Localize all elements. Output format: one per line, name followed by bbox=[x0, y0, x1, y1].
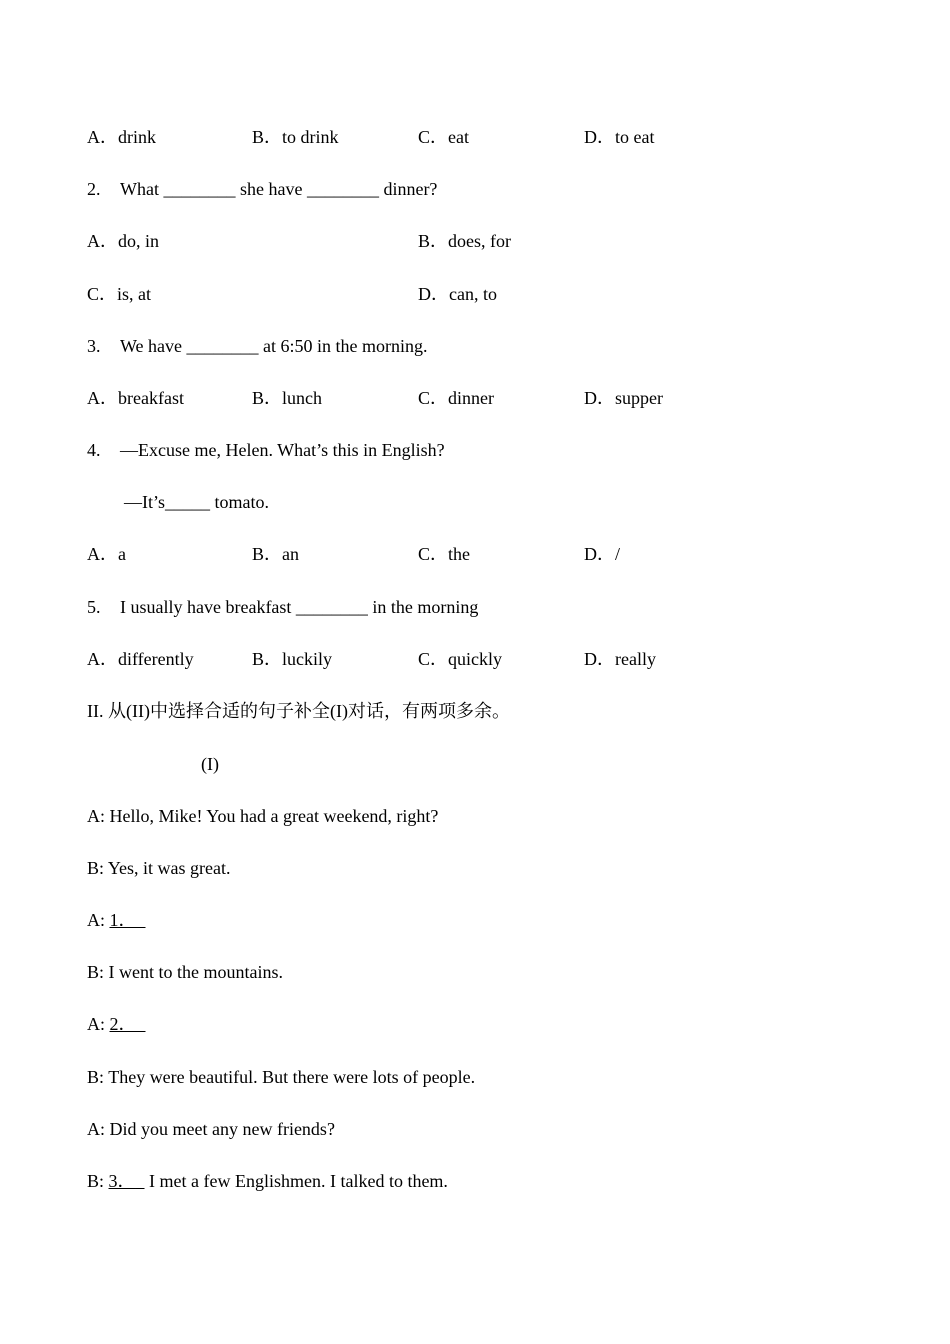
answer-blank-1[interactable]: 1． bbox=[109, 910, 137, 930]
dialog-text: Hello, Mike! You had a great weekend, right? bbox=[109, 806, 439, 826]
dialog-speaker: A: bbox=[87, 1119, 105, 1139]
dialog-text: They were beautiful. But there were lots of people. bbox=[108, 1067, 476, 1087]
q1-option-d: D．to eat bbox=[584, 127, 655, 147]
q5-stem-text: I usually have breakfast ________ in the morning bbox=[120, 597, 479, 617]
q5-option-a: A．differently bbox=[87, 649, 194, 669]
dialog-text: Yes, it was great. bbox=[107, 858, 231, 878]
q4-stem bbox=[87, 438, 445, 462]
dialog-line-7 bbox=[87, 1117, 335, 1141]
dialog-speaker: B: bbox=[87, 962, 105, 982]
q4-option-c: C．the bbox=[418, 544, 470, 564]
q1-option-a: A．drink bbox=[87, 127, 156, 147]
dialog-speaker: A: bbox=[87, 806, 105, 826]
q3-option-c: C．dinner bbox=[418, 388, 494, 408]
q4-reply: —It’s_____ tomato. bbox=[124, 492, 269, 512]
dialog-line-1 bbox=[87, 804, 438, 828]
q3-stem-text: We have ________ at 6:50 in the morning. bbox=[120, 336, 428, 356]
q2-number: 2. bbox=[87, 179, 101, 199]
q4-option-a: A．a bbox=[87, 544, 126, 564]
dialog-speaker: A: bbox=[87, 1014, 105, 1034]
q4-option-b: B．an bbox=[252, 544, 299, 564]
dialog-line-8 bbox=[87, 1169, 448, 1193]
answer-blank-3[interactable]: 3． bbox=[108, 1171, 136, 1191]
q2-option-a: A．do, in bbox=[87, 231, 159, 251]
q5-option-c: C．quickly bbox=[418, 649, 502, 669]
dialog-line-6 bbox=[87, 1065, 475, 1089]
dialog-line-4 bbox=[87, 960, 283, 984]
section2-part-label: (I) bbox=[201, 754, 219, 774]
q2-stem-text: What ________ she have ________ dinner? bbox=[120, 179, 438, 199]
q5-option-d: D．really bbox=[584, 649, 656, 669]
answer-blank-3-space bbox=[136, 1171, 145, 1191]
q4-stem-text: —Excuse me, Helen. What’s this in English? bbox=[120, 440, 445, 460]
q3-stem bbox=[87, 334, 428, 358]
dialog-line-5 bbox=[87, 1012, 146, 1036]
dialog-speaker: B: bbox=[87, 1171, 105, 1191]
dialog-line-2 bbox=[87, 856, 231, 880]
q5-stem bbox=[87, 595, 478, 619]
dialog-line-3 bbox=[87, 908, 146, 932]
answer-blank-2-space bbox=[137, 1014, 146, 1034]
q5-number: 5. bbox=[87, 597, 101, 617]
q3-option-b: B．lunch bbox=[252, 388, 322, 408]
dialog-speaker: B: bbox=[87, 1067, 105, 1087]
q2-stem bbox=[87, 177, 437, 201]
q2-option-b: B．does, for bbox=[418, 231, 511, 251]
q2-option-c: C．is, at bbox=[87, 284, 152, 304]
q1-option-b: B．to drink bbox=[252, 127, 339, 147]
dialog-text: Did you meet any new friends? bbox=[109, 1119, 335, 1139]
q1-option-c: C．eat bbox=[418, 127, 469, 147]
q4-option-d: D．/ bbox=[584, 544, 620, 564]
dialog-text: I met a few Englishmen. I talked to them. bbox=[149, 1171, 448, 1191]
section2-heading: II. 从(II)中选择合适的句子补全(I)对话，有两项多余。 bbox=[87, 701, 510, 721]
dialog-text: I went to the mountains. bbox=[108, 962, 283, 982]
q5-option-b: B．luckily bbox=[252, 649, 332, 669]
q2-option-d: D．can, to bbox=[418, 284, 497, 304]
q3-option-d: D．supper bbox=[584, 388, 663, 408]
q3-number: 3. bbox=[87, 336, 101, 356]
dialog-speaker: A: bbox=[87, 910, 105, 930]
dialog-speaker: B: bbox=[87, 858, 105, 878]
q3-option-a: A．breakfast bbox=[87, 388, 184, 408]
answer-blank-1-space bbox=[137, 910, 146, 930]
q4-number: 4. bbox=[87, 440, 101, 460]
answer-blank-2[interactable]: 2． bbox=[109, 1014, 137, 1034]
